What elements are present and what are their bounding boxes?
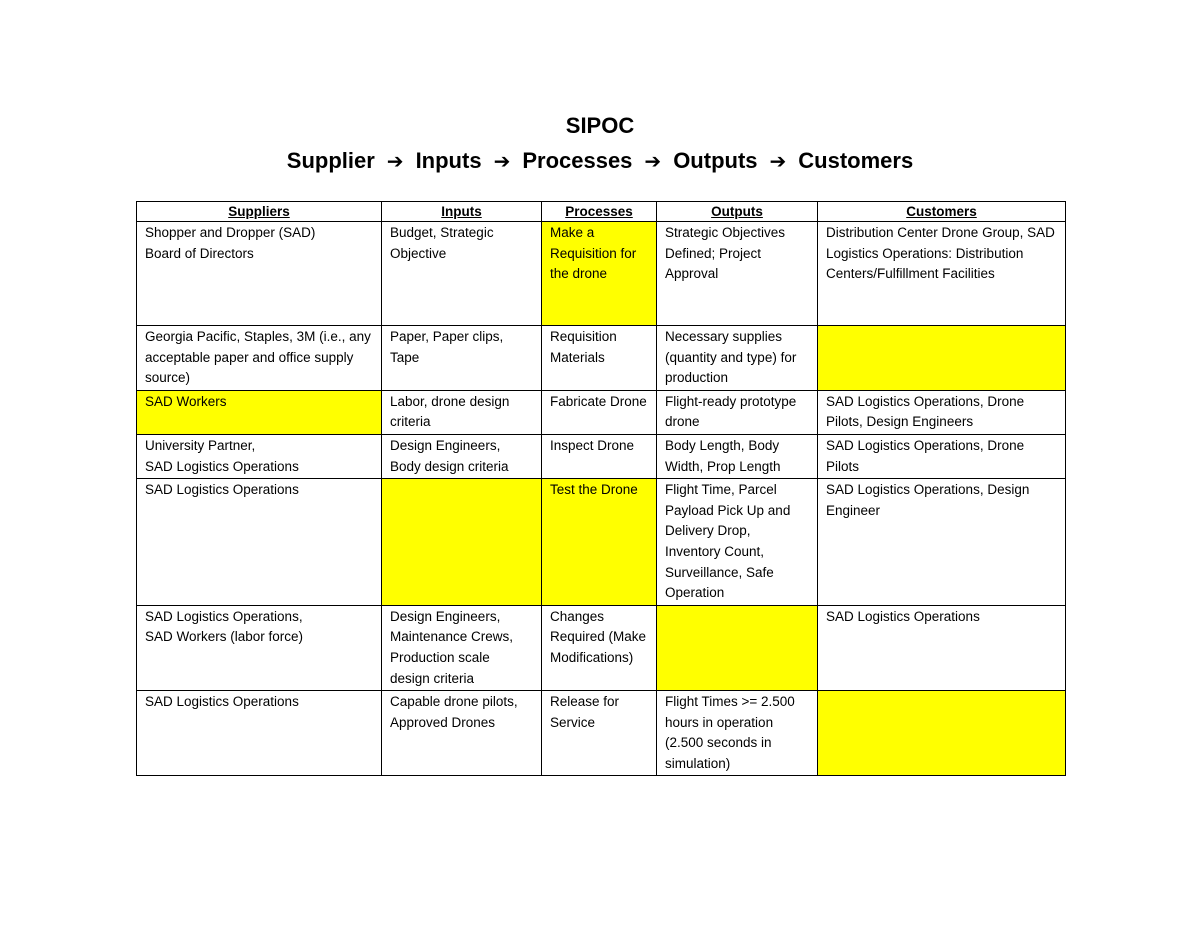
cell-text: Labor, drone design criteria: [390, 393, 510, 430]
sipoc-flow-heading: [0, 146, 1200, 177]
inputs-cell: [382, 390, 542, 434]
cell-text: Test the Drone: [550, 482, 638, 498]
cell-text: Design Engineers, Maintenance Crews, Production scale design criteria: [390, 608, 514, 686]
outputs-cell-highlighted-empty: [657, 605, 818, 690]
process-cell: [542, 691, 657, 776]
inputs-cell: [382, 434, 542, 478]
outputs-cell: [657, 222, 818, 326]
cell-text: Make a Requisition for the drone: [550, 225, 637, 282]
table-row: [137, 691, 1066, 776]
customers-cell-highlighted-empty: [818, 691, 1066, 776]
outputs-cell: [657, 479, 818, 606]
process-cell-highlighted: [542, 222, 657, 326]
table-row: [137, 326, 1066, 391]
flow-step-outputs: Outputs: [673, 148, 758, 173]
sipoc-table: [136, 201, 1066, 776]
table-row: [137, 222, 1066, 326]
cell-text: SAD Logistics Operations: [826, 608, 980, 624]
cell-text: SAD Logistics Operations,: [145, 608, 303, 624]
cell-text: Paper, Paper clips, Tape: [390, 329, 504, 365]
inputs-cell: [382, 326, 542, 391]
header-processes: Processes: [542, 202, 657, 222]
customers-cell: [818, 390, 1066, 434]
inputs-cell: [382, 222, 542, 326]
supplier-cell: [137, 691, 382, 776]
cell-text: Body Length, Body Width, Prop Length: [665, 437, 781, 474]
cell-text: SAD Logistics Operations: [145, 694, 299, 710]
outputs-cell: [657, 326, 818, 391]
supplier-cell: [137, 479, 382, 606]
cell-text: SAD Logistics Operations, Drone Pilots: [826, 437, 1025, 474]
customers-cell: [818, 222, 1066, 326]
header-suppliers: Suppliers: [137, 202, 382, 222]
cell-text: Distribution Center Drone Group, SAD Logistics Operations: Distribution Centers/Fulfillment Facilities: [826, 225, 1055, 282]
table-row: [137, 479, 1066, 606]
supplier-cell: [137, 605, 382, 690]
cell-text: Release for Service: [550, 694, 620, 730]
cell-text: Flight Times >= 2.500 hours in operation (2.500 seconds in simulation): [665, 694, 795, 771]
cell-text: SAD Logistics Operations: [145, 458, 299, 474]
cell-text: Requisition Materials: [550, 329, 617, 365]
header-outputs: Outputs: [657, 202, 818, 222]
page-title: SIPOC: [565, 113, 635, 138]
cell-text: Strategic Objectives Defined; Project Approval: [665, 225, 786, 282]
table-row: [137, 605, 1066, 690]
cell-text: Georgia Pacific, Staples, 3M (i.e., any acceptable paper and office supply source): [145, 329, 371, 386]
supplier-cell: [137, 434, 382, 478]
inputs-cell: [382, 605, 542, 690]
cell-text: Capable drone pilots, Approved Drones: [390, 694, 518, 730]
right-arrow-icon: ➔: [644, 151, 662, 173]
process-cell: [542, 326, 657, 391]
cell-text: Budget, Strategic Objective: [390, 225, 494, 261]
outputs-cell: [657, 434, 818, 478]
cell-text: Changes Required (Make Modifications): [550, 608, 647, 665]
cell-text: SAD Logistics Operations, Drone Pilots, Design Engineers: [826, 393, 1025, 430]
supplier-cell-highlighted: [137, 390, 382, 434]
header-inputs: Inputs: [382, 202, 542, 222]
cell-text: University Partner,: [145, 437, 256, 453]
outputs-cell: [657, 390, 818, 434]
header-customers: Customers: [818, 202, 1066, 222]
right-arrow-icon: ➔: [769, 151, 787, 173]
inputs-cell: [382, 691, 542, 776]
cell-text: Flight-ready prototype drone: [665, 393, 797, 430]
cell-text: Necessary supplies (quantity and type) for production: [665, 329, 797, 386]
table-row: [137, 390, 1066, 434]
table-row: [137, 434, 1066, 478]
customers-cell-highlighted-empty: [818, 326, 1066, 391]
cell-text: Design Engineers, Body design criteria: [390, 437, 509, 474]
cell-text: Shopper and Dropper (SAD): [145, 225, 316, 240]
table-header-row: [137, 202, 1066, 222]
cell-text: Inspect Drone: [550, 437, 635, 453]
cell-text: SAD Workers: [145, 393, 227, 409]
cell-text: SAD Workers (labor force): [145, 629, 304, 645]
cell-text: SAD Logistics Operations: [145, 482, 299, 498]
cell-text: Fabricate Drone: [550, 393, 647, 409]
customers-cell: [818, 479, 1066, 606]
cell-text: SAD Logistics Operations, Design Engineer: [826, 482, 1030, 518]
flow-step-processes: Processes: [522, 148, 633, 173]
flow-step-inputs: Inputs: [415, 148, 482, 173]
right-arrow-icon: ➔: [493, 151, 511, 173]
right-arrow-icon: ➔: [386, 151, 404, 173]
cell-text: Flight Time, Parcel Payload Pick Up and Delivery Drop, Inventory Count, Surveillance, Safe Operation: [665, 482, 791, 601]
inputs-cell-highlighted-empty: [382, 479, 542, 606]
process-cell: [542, 605, 657, 690]
supplier-cell: [137, 326, 382, 391]
customers-cell: [818, 605, 1066, 690]
supplier-cell: [137, 222, 382, 326]
flow-step-supplier: Supplier: [286, 148, 375, 173]
process-cell: [542, 434, 657, 478]
cell-text: Board of Directors: [145, 245, 254, 261]
process-cell: [542, 390, 657, 434]
customers-cell: [818, 434, 1066, 478]
flow-step-customers: Customers: [798, 148, 914, 173]
outputs-cell: [657, 691, 818, 776]
process-cell-highlighted: [542, 479, 657, 606]
